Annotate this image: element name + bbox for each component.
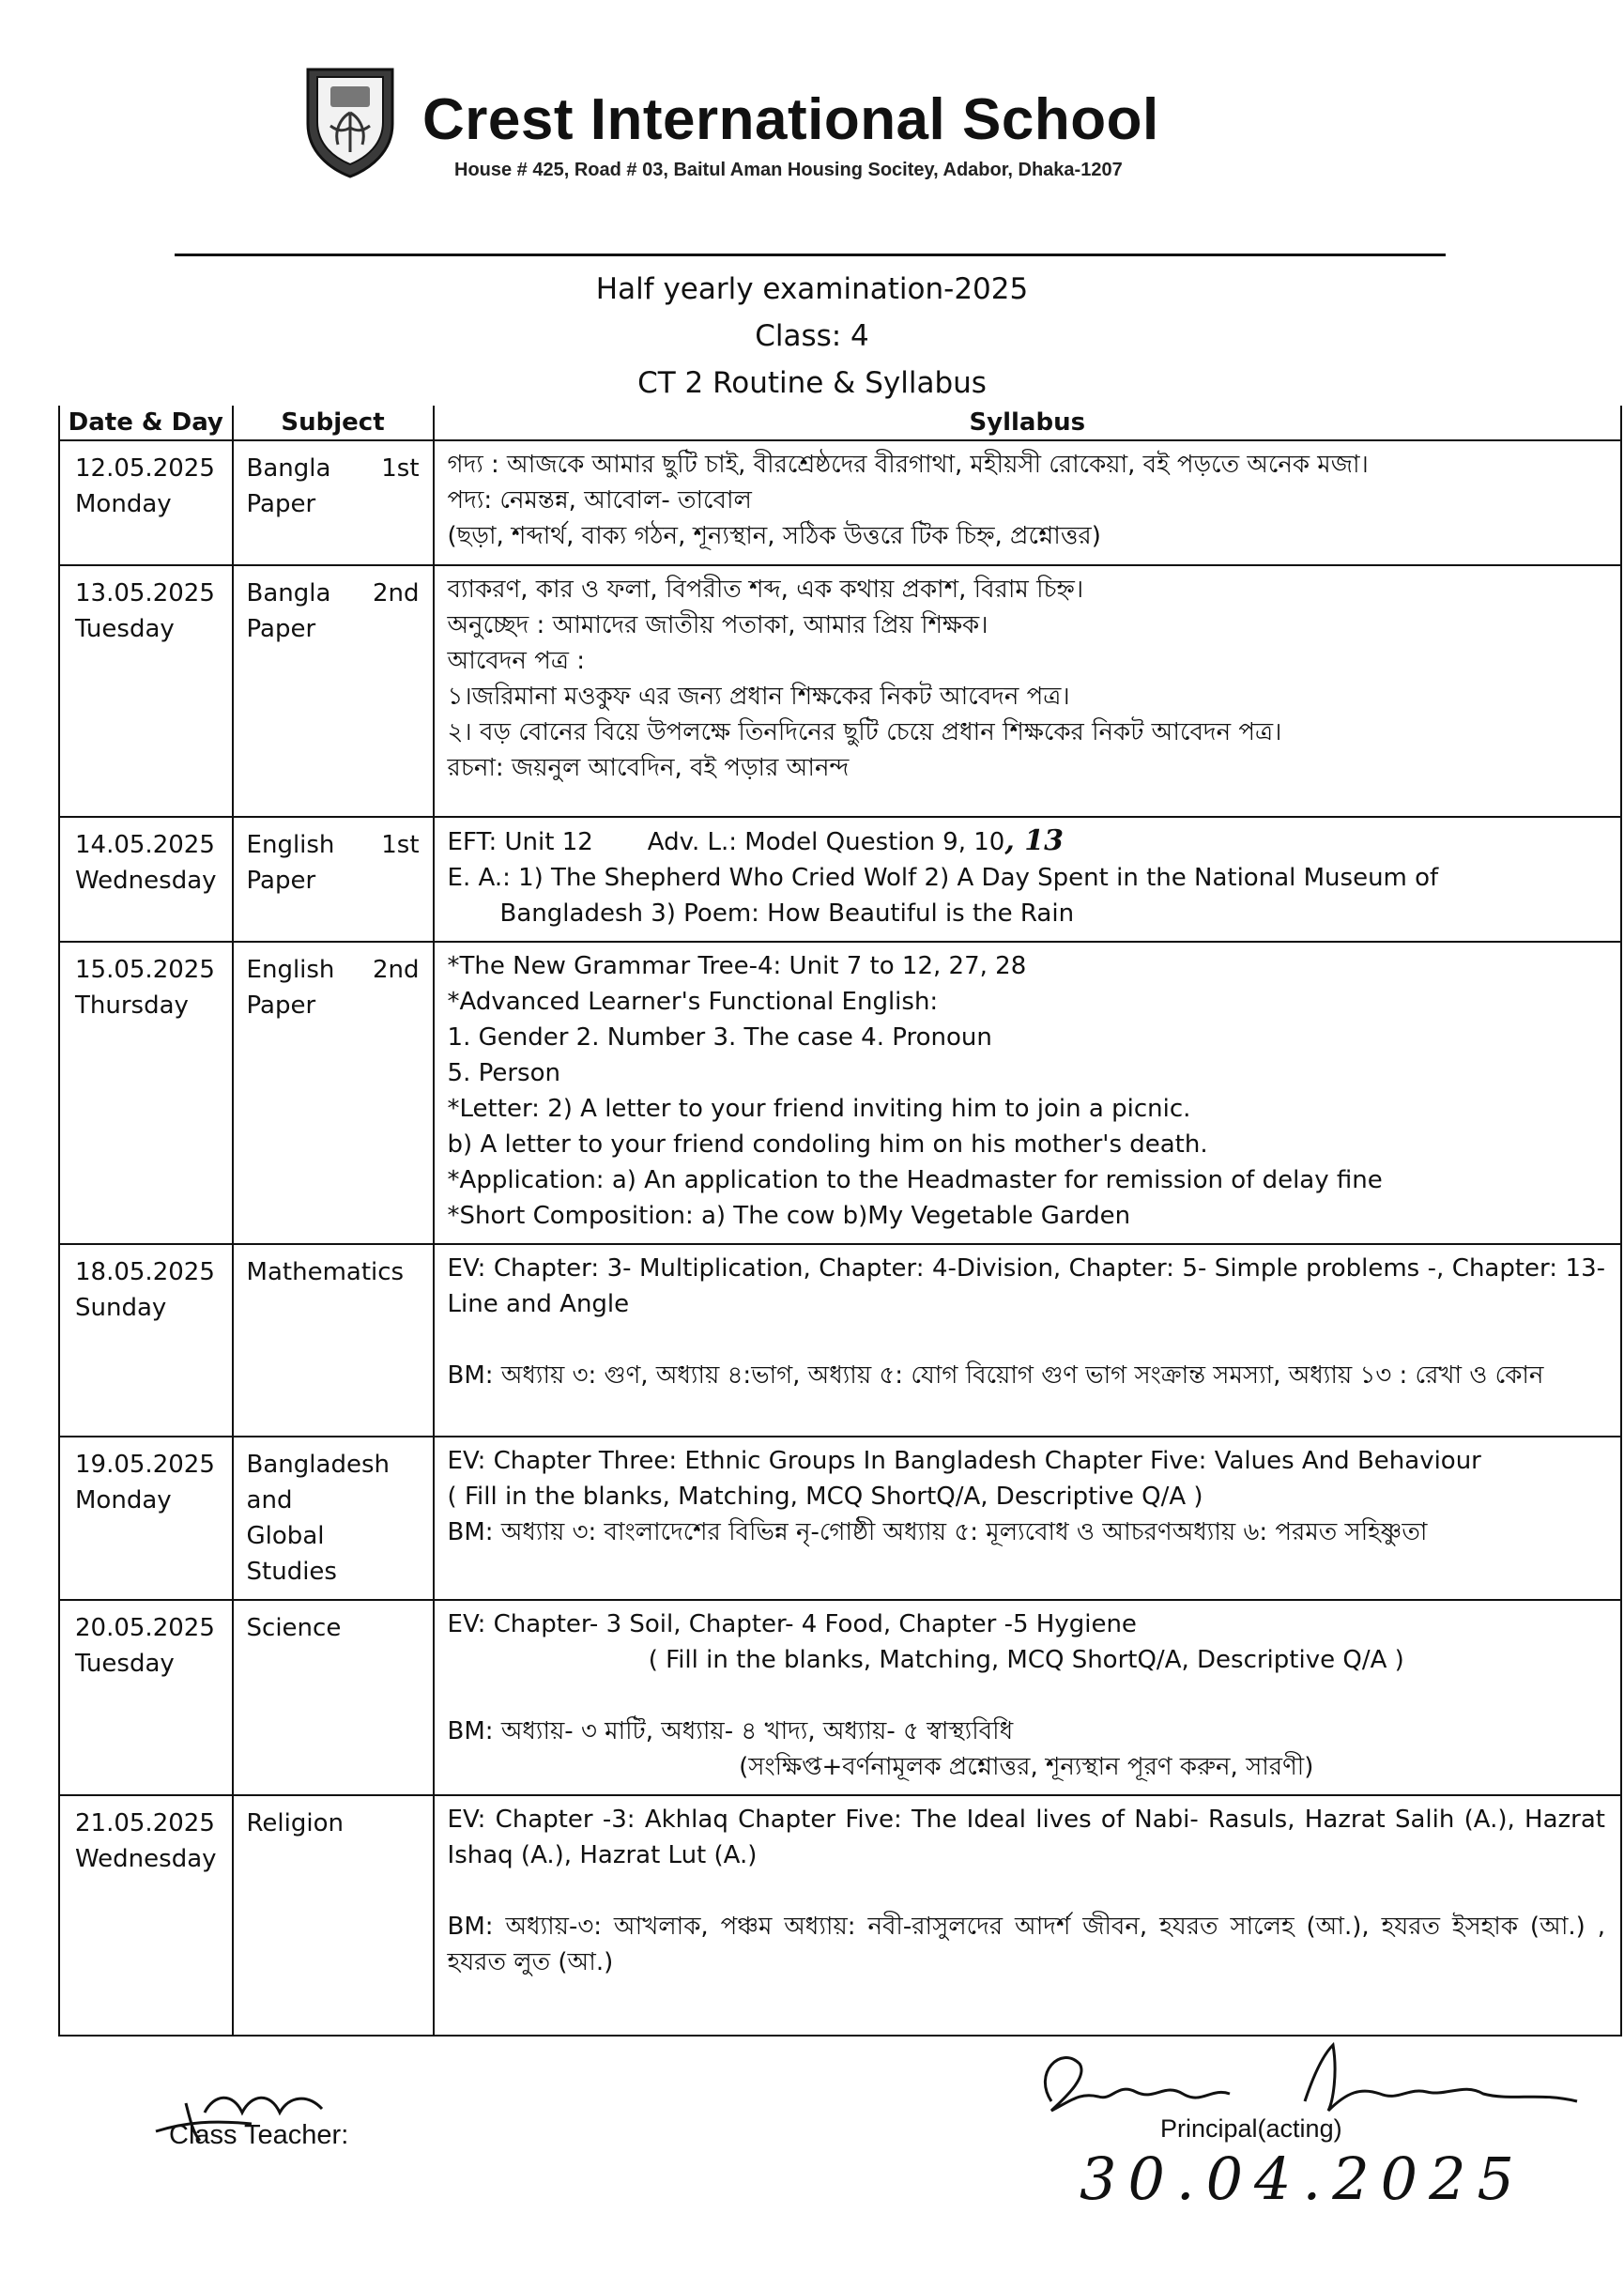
exam-day: Wednesday bbox=[75, 867, 217, 895]
exam-day: Tuesday bbox=[75, 615, 175, 643]
subject-name: Bangladesh and bbox=[246, 1451, 390, 1514]
date-cell bbox=[59, 1437, 233, 1600]
header-divider bbox=[175, 254, 1446, 256]
syllabus-line: রচনা: জয়নুল আবেদিন, বই পড়ার আনন্দ bbox=[447, 754, 850, 782]
subject-part: 1st bbox=[381, 454, 420, 483]
school-logo-crest bbox=[302, 66, 398, 178]
date-cell bbox=[59, 942, 233, 1244]
subject-cell bbox=[233, 1795, 434, 2036]
syllabus-line: ব্যাকরণ, কার ও ফলা, বিপরীত শব্দ, এক কথায় প্রকাশ, বিরাম চিহ্ন। bbox=[447, 576, 1084, 604]
syllabus-line: *Advanced Learner's Functional English: bbox=[447, 988, 939, 1016]
school-address: House # 425, Road # 03, Baitul Aman Housing Socitey, Adabor, Dhaka-1207 bbox=[454, 160, 1123, 180]
exam-date: 12.05.2025 bbox=[75, 454, 215, 483]
exam-day: Tuesday bbox=[75, 1650, 175, 1678]
exam-date: 13.05.2025 bbox=[75, 579, 215, 607]
table-header-row bbox=[59, 406, 1621, 440]
signature-date: 30.04.2025 bbox=[1080, 2144, 1525, 2213]
syllabus-line bbox=[448, 823, 1605, 860]
syllabus-cell bbox=[434, 1600, 1621, 1795]
syllabus-line: ১।জরিমানা মওকুফ এর জন্য প্রধান শিক্ষকের নিকট আবেদন পত্র। bbox=[447, 683, 1070, 711]
syllabus-cell bbox=[434, 440, 1621, 565]
syllabus-line: (ছড়া, শব্দার্থ, বাক্য গঠন, শূন্যস্থান, সঠিক উত্তরে টিক চিহ্ন, প্রশ্নোত্তর) bbox=[447, 522, 1101, 550]
date-cell bbox=[59, 565, 233, 817]
syllabus-line: ( Fill in the blanks, Matching, MCQ ShortQ/A, Descriptive Q/A ) bbox=[447, 1483, 1203, 1511]
syllabus-line: পদ্য: নেমন্তন্ন, আবোল- তাবোল bbox=[447, 486, 752, 515]
handwritten-addition: , 13 bbox=[1004, 824, 1064, 857]
table-row bbox=[59, 1244, 1621, 1437]
exam-day: Monday bbox=[75, 1486, 172, 1514]
syllabus-cell bbox=[434, 1795, 1621, 2036]
subject-paper: Paper bbox=[246, 867, 316, 895]
syllabus-line: BM: অধ্যায়- ৩ মাটি, অধ্যায়- ৪ খাদ্য, অধ্যায়- ৫ স্বাস্থ্যবিধি bbox=[447, 1717, 1014, 1745]
subject-paper: Paper bbox=[246, 615, 316, 643]
class-teacher-label: Class Teacher: bbox=[169, 2120, 349, 2150]
subject-part: 1st bbox=[381, 831, 420, 859]
exam-day: Monday bbox=[75, 490, 172, 518]
subject-name: Bangla bbox=[246, 579, 331, 607]
exam-day: Wednesday bbox=[75, 1845, 217, 1873]
subject-cell bbox=[233, 565, 434, 817]
subject-part: 2nd bbox=[373, 956, 420, 984]
syllabus-line: অনুচ্ছেদ : আমাদের জাতীয় পতাকা, আমার প্রিয় শিক্ষক। bbox=[447, 611, 988, 639]
exam-date: 18.05.2025 bbox=[75, 1258, 215, 1286]
syllabus-line: (সংক্ষিপ্ত+বর্ণনামূলক প্রশ্নোত্তর, শূন্যস্থান পূরণ করুন, সারণী) bbox=[739, 1753, 1314, 1781]
subject-paper: Paper bbox=[246, 490, 316, 518]
syllabus-line: গদ্য : আজকে আমার ছুটি চাই, বীরশ্রেষ্ঠদের বীরগাথা, মহীয়সী রোকেয়া, বই পড়তে অনেক মজা। bbox=[447, 451, 1369, 479]
class-title: Class: 4 bbox=[755, 319, 869, 353]
subject-cell bbox=[233, 1600, 434, 1795]
routine-table bbox=[58, 406, 1622, 2037]
table-row bbox=[59, 817, 1621, 942]
syllabus-line: BM: অধ্যায় ৩: গুণ, অধ্যায় ৪:ভাগ, অধ্যায় ৫: যোগ বিয়োগ গুণ ভাগ সংক্রান্ত সমস্যা, অধ্যায় ১৩ : রেখা ও কোন bbox=[447, 1361, 1544, 1390]
syllabus-cell bbox=[434, 817, 1621, 942]
principal-label: Principal(acting) bbox=[1160, 2114, 1342, 2143]
syllabus-line: BM: অধ্যায়-৩: আখলাক, পঞ্চম অধ্যায়: নবী-রাসুলদের আদর্শ জীবন, হযরত সালেহ (আ.), হযরত ইসহাক (আ.) , হযরত লুত (আ.) bbox=[447, 1913, 1605, 1976]
school-name: Crest International School bbox=[422, 87, 1159, 152]
syllabus-line: EV: Chapter -3: Akhlaq Chapter Five: The Ideal lives of Nabi- Rasuls, Hazrat Salih (A.), Hazrat Ishaq (A.), Hazrat Lut (A.) bbox=[447, 1806, 1605, 1869]
syllabus-line: b) A letter to your friend condoling him on his mother's death. bbox=[447, 1130, 1208, 1159]
exam-date: 15.05.2025 bbox=[75, 956, 215, 984]
syllabus-line: ( Fill in the blanks, Matching, MCQ ShortQ/A, Descriptive Q/A ) bbox=[648, 1646, 1404, 1674]
subject-cell bbox=[233, 942, 434, 1244]
table-row bbox=[59, 1795, 1621, 2036]
syllabus-line: Bangladesh 3) Poem: How Beautiful is the Rain bbox=[499, 899, 1075, 928]
exam-date: 20.05.2025 bbox=[75, 1614, 215, 1642]
exam-date: 19.05.2025 bbox=[75, 1451, 215, 1479]
date-cell bbox=[59, 817, 233, 942]
subject-cell bbox=[233, 1437, 434, 1600]
syllabus-cell bbox=[434, 565, 1621, 817]
syllabus-line: আবেদন পত্র : bbox=[447, 647, 585, 675]
table-row bbox=[59, 942, 1621, 1244]
date-cell bbox=[59, 1795, 233, 2036]
subject-cell bbox=[233, 817, 434, 942]
subject-name: English bbox=[246, 831, 335, 859]
subject-part: 2nd bbox=[373, 579, 420, 607]
syllabus-line: *Application: a) An application to the Headmaster for remission of delay fine bbox=[447, 1166, 1383, 1194]
syllabus-line: EV: Chapter: 3- Multiplication, Chapter: 4-Division, Chapter: 5- Simple problems -, Chapter: 13-Line and Angle bbox=[447, 1254, 1605, 1318]
exam-day: Sunday bbox=[75, 1294, 167, 1322]
subject-name: Science bbox=[246, 1614, 342, 1642]
syllabus-line: EV: Chapter Three: Ethnic Groups In Bangladesh Chapter Five: Values And Behaviour bbox=[447, 1447, 1481, 1475]
table-row bbox=[59, 565, 1621, 817]
eft-text: EFT: Unit 12 bbox=[447, 828, 593, 856]
syllabus-line: E. A.: 1) The Shepherd Who Cried Wolf 2) A Day Spent in the National Museum of bbox=[447, 864, 1439, 892]
subject-cell bbox=[233, 440, 434, 565]
subject-cell bbox=[233, 1244, 434, 1437]
exam-date: 21.05.2025 bbox=[75, 1809, 215, 1837]
syllabus-cell bbox=[434, 942, 1621, 1244]
syllabus-line: *Letter: 2) A letter to your friend inviting him to join a picnic. bbox=[447, 1095, 1191, 1123]
exam-title: Half yearly examination-2025 bbox=[595, 272, 1029, 306]
subject-name: Bangla bbox=[246, 454, 331, 483]
table-row bbox=[59, 1437, 1621, 1600]
syllabus-line: *The New Grammar Tree-4: Unit 7 to 12, 27, 28 bbox=[447, 952, 1027, 980]
table-row bbox=[59, 440, 1621, 565]
routine-title: CT 2 Routine & Syllabus bbox=[637, 366, 987, 400]
syllabus-cell bbox=[434, 1244, 1621, 1437]
date-cell bbox=[59, 1244, 233, 1437]
syllabus-line: BM: অধ্যায় ৩: বাংলাদেশের বিভিন্ন নৃ-গোষ্ঠী অধ্যায় ৫: মূল্যবোধ ও আচরণঅধ্যায় ৬: পরমত সহিষ্ণুতা bbox=[447, 1518, 1428, 1546]
column-header-date: Date & Day bbox=[59, 406, 233, 440]
syllabus-line: *Short Composition: a) The cow b)My Vegetable Garden bbox=[447, 1202, 1131, 1230]
adv-text: Adv. L.: Model Question 9, 10 bbox=[647, 828, 1005, 856]
column-header-subject: Subject bbox=[233, 406, 434, 440]
syllabus-line: 1. Gender 2. Number 3. The case 4. Pronoun bbox=[447, 1023, 992, 1052]
table-row bbox=[59, 1600, 1621, 1795]
syllabus-line: ২। বড় বোনের বিয়ে উপলক্ষে তিনদিনের ছুটি চেয়ে প্রধান শিক্ষকের নিকট আবেদন পত্র। bbox=[447, 718, 1282, 746]
column-header-syllabus: Syllabus bbox=[434, 406, 1621, 440]
subject-name: English bbox=[246, 956, 335, 984]
syllabus-line: 5. Person bbox=[447, 1059, 560, 1087]
syllabus-cell bbox=[434, 1437, 1621, 1600]
exam-date: 14.05.2025 bbox=[75, 831, 215, 859]
subject-paper: Paper bbox=[246, 991, 316, 1020]
syllabus-line: EV: Chapter- 3 Soil, Chapter- 4 Food, Chapter -5 Hygiene bbox=[447, 1610, 1137, 1638]
subject-name: Religion bbox=[246, 1809, 344, 1837]
exam-day: Thursday bbox=[75, 991, 189, 1020]
date-cell bbox=[59, 1600, 233, 1795]
subject-name: Mathematics bbox=[246, 1258, 405, 1286]
date-cell bbox=[59, 440, 233, 565]
subject-name: Global Studies bbox=[246, 1522, 337, 1586]
